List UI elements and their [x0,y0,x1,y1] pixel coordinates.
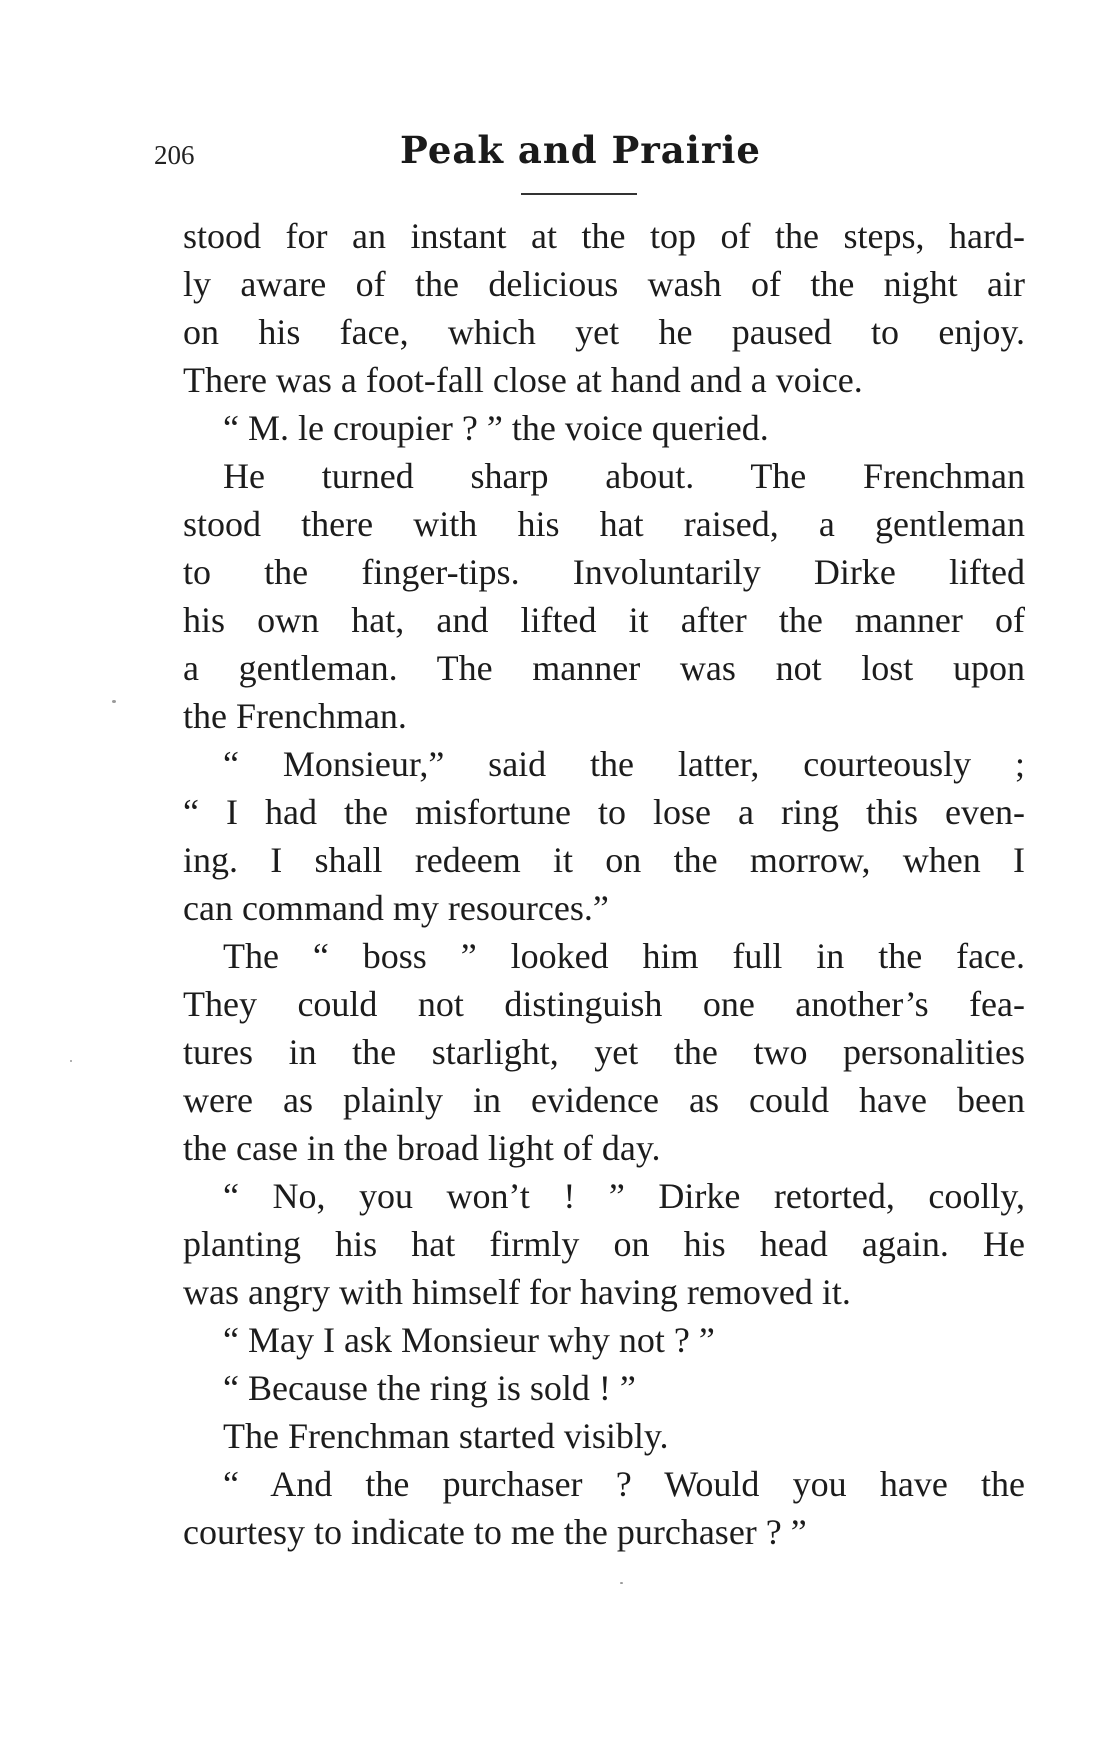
paper-speck [112,700,116,703]
page-number: 206 [154,140,195,170]
text-line: courtesy to indicate to me the purchaser ? ” [183,1512,807,1552]
body-text [183,212,1025,1556]
text-line: the Frenchman. [183,696,407,736]
text-line: There was a foot-fall close at hand and a voice. [183,360,863,400]
text-line: the case in the broad light of day. [183,1128,661,1168]
text-line: tures in the starlight, yet the two personalities [183,1032,1025,1072]
paper-speck [70,1060,72,1062]
text-line: can command my resources.” [183,888,609,928]
text-line: “ May I ask Monsieur why not ? ” [223,1320,715,1360]
running-title: Peak and Prairie [400,128,761,172]
text-line: “ Monsieur,” said the latter, courteously ; [223,744,1025,784]
text-line: “ No, you won’t ! ” Dirke retorted, coolly, [223,1176,1025,1216]
running-head [150,128,940,182]
text-line: planting his hat firmly on his head again. He [183,1224,1025,1264]
text-line: He turned sharp about. The Frenchman [223,456,1025,496]
text-line: The “ boss ” looked him full in the face. [223,936,1025,976]
text-line: to the finger-tips. Involuntarily Dirke lifted [183,552,1025,592]
text-line: “ I had the misfortune to lose a ring this even- [183,792,1025,832]
text-line: stood for an instant at the top of the steps, hard- [183,216,1025,256]
text-line: “ M. le croupier ? ” the voice queried. [223,408,769,448]
text-line: ly aware of the delicious wash of the night air [183,264,1025,304]
text-line: on his face, which yet he paused to enjoy. [183,312,1025,352]
text-line: ing. I shall redeem it on the morrow, when I [183,840,1025,880]
text-line: was angry with himself for having removed it. [183,1272,851,1312]
text-line: They could not distinguish one another’s fea- [183,984,1025,1024]
header-rule [521,193,637,195]
text-line: a gentleman. The manner was not lost upon [183,648,1025,688]
text-line: “ Because the ring is sold ! ” [223,1368,636,1408]
text-line: were as plainly in evidence as could have been [183,1080,1025,1120]
text-line: “ And the purchaser ? Would you have the [223,1464,1025,1504]
paper-speck [620,1582,623,1584]
text-line: his own hat, and lifted it after the manner of [183,600,1025,640]
text-line: The Frenchman started visibly. [223,1416,669,1456]
text-line: stood there with his hat raised, a gentleman [183,504,1025,544]
